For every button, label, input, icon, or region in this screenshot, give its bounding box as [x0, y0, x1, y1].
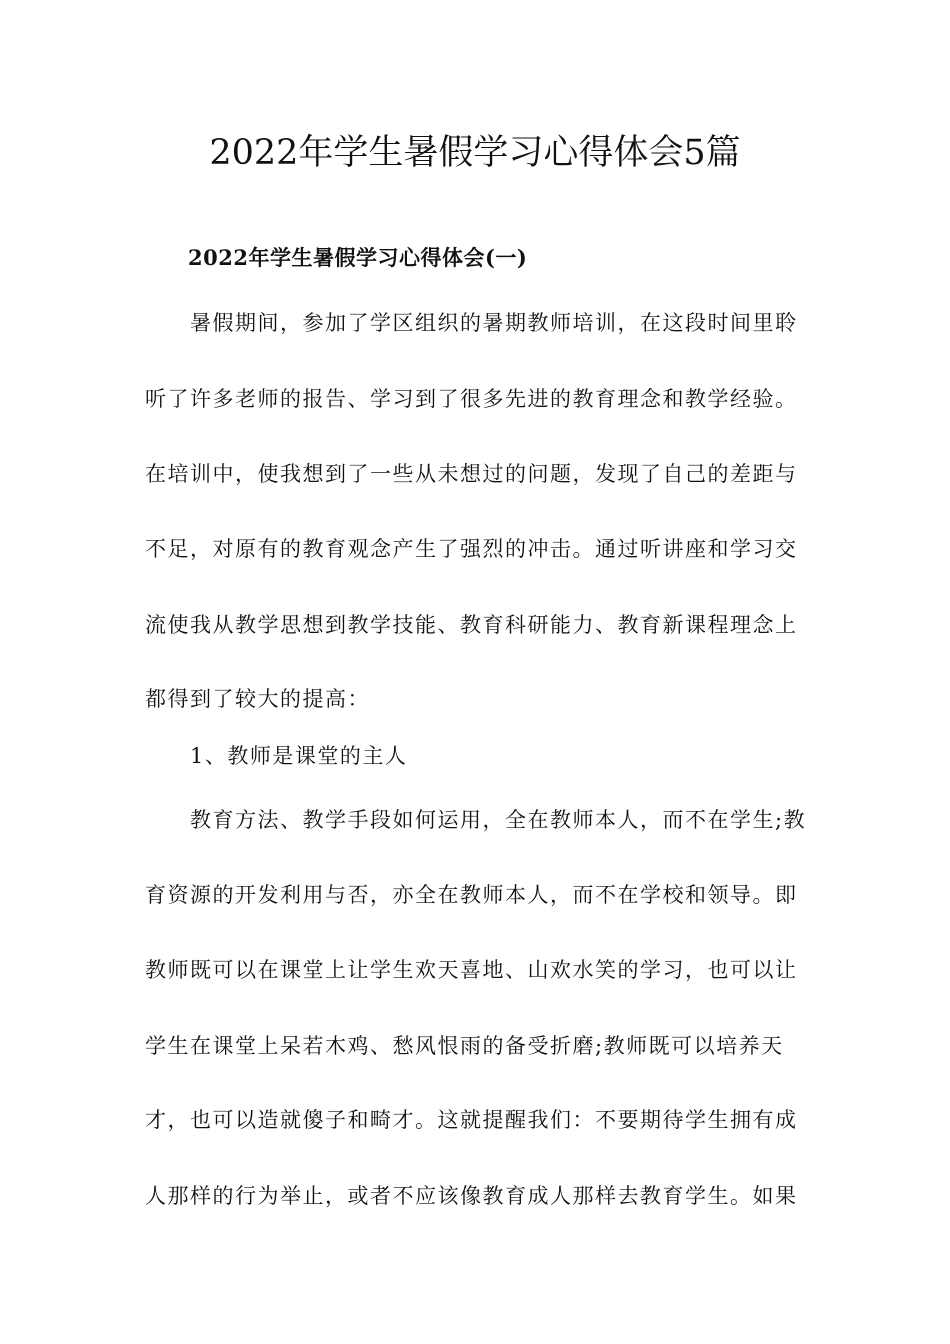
paragraph-line: 暑假期间，参加了学区组织的暑期教师培训，在这段时间里聆: [190, 311, 798, 335]
section-heading: 2022年学生暑假学习心得体会(一): [188, 245, 528, 270]
paragraph-line: 教育方法、教学手段如何运用，全在教师本人，而不在学生;教: [190, 808, 807, 832]
paragraph-line: 才，也可以造就傻子和畸才。这就提醒我们：不要期待学生拥有成: [145, 1108, 798, 1132]
paragraph-line: 听了许多老师的报告、学习到了很多先进的教育理念和教学经验。: [145, 387, 798, 411]
paragraph-line: 育资源的开发利用与否，亦全在教师本人，而不在学校和领导。即: [145, 883, 798, 907]
list-item-heading: 1、教师是课堂的主人: [190, 744, 408, 768]
paragraph-line: 人那样的行为举止，或者不应该像教育成人那样去教育学生。如果: [145, 1184, 798, 1208]
paragraph-line: 学生在课堂上呆若木鸡、愁风恨雨的备受折磨;教师既可以培养天: [145, 1034, 784, 1058]
paragraph-line: 流使我从教学思想到教学技能、教育科研能力、教育新课程理念上: [145, 613, 798, 637]
paragraph-line: 教师既可以在课堂上让学生欢天喜地、山欢水笑的学习，也可以让: [145, 958, 798, 982]
paragraph-line: 不足，对原有的教育观念产生了强烈的冲击。通过听讲座和学习交: [145, 537, 798, 561]
document-title: 2022年学生暑假学习心得体会5篇: [209, 133, 741, 173]
paragraph-line: 都得到了较大的提高：: [145, 687, 370, 711]
paragraph-line: 在培训中，使我想到了一些从未想过的问题，发现了自己的差距与: [145, 462, 798, 486]
